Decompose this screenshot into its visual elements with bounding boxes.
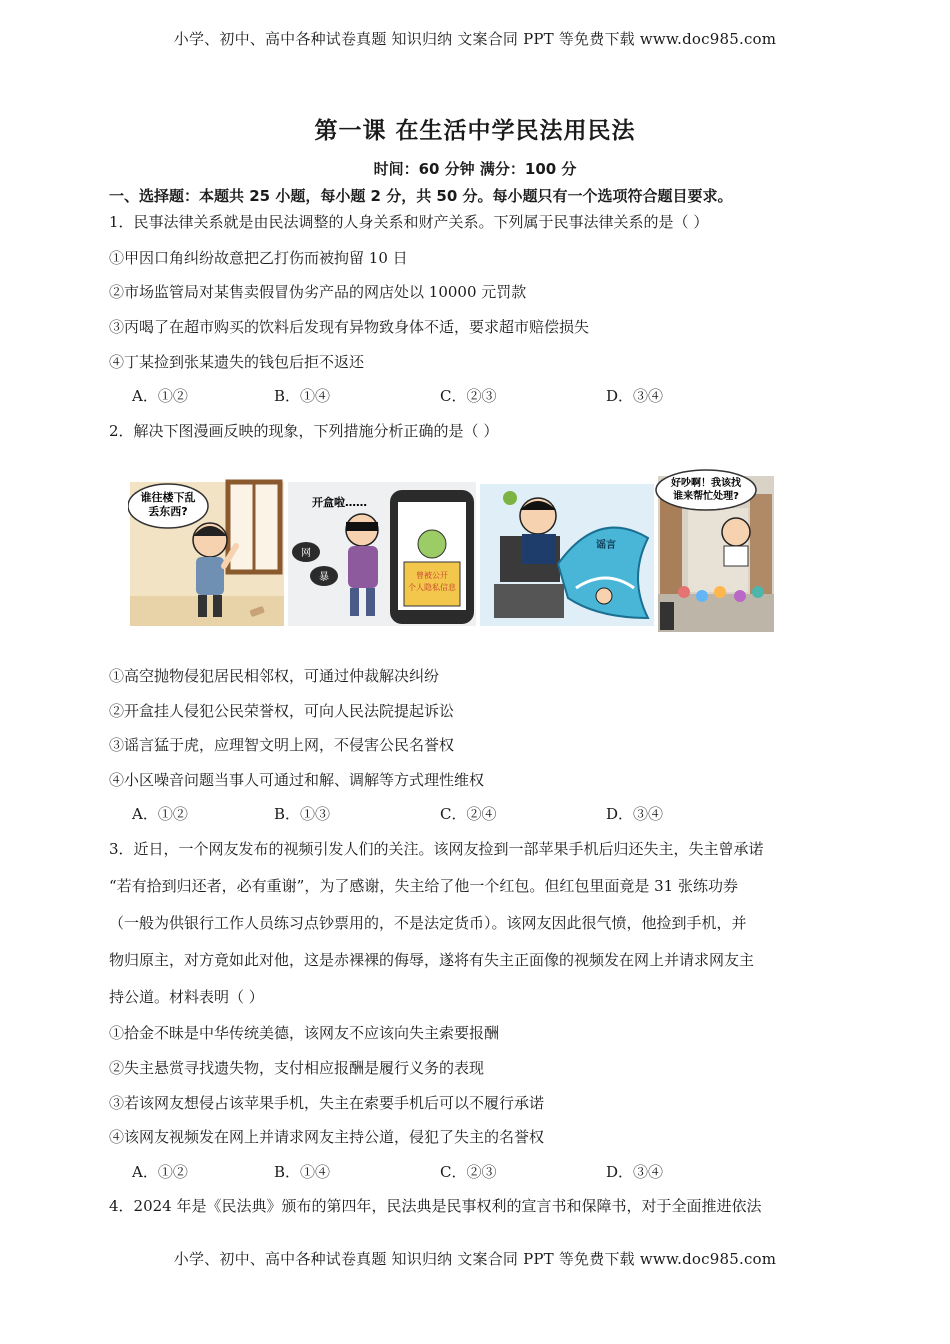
comic-tag-wang: 网 [301, 548, 311, 559]
comic-panel-noise [656, 470, 774, 632]
question-1-item-1: ①甲因口角纠纷故意把乙打伤而被拘留 10 日 [109, 249, 408, 267]
question-1-stem: 1．民事法律关系就是由民法调整的人身关系和财产关系。下列属于民事法律关系的是（ ） [109, 213, 709, 231]
question-2-item-1: ①高空抛物侵犯居民相邻权，可通过仲裁解决纠纷 [109, 667, 440, 685]
question-3-item-4: ④该网友视频发在网上并请求网友主持公道，侵犯了失主的名誉权 [109, 1128, 545, 1146]
question-1-option-a[interactable]: A．①② [132, 387, 188, 405]
question-3-stem-line-2: “若有拾到归还者，必有重谢”，为了感谢，失主给了他一个红包。但红包里面竟是 31 张练功券 [109, 877, 738, 895]
question-2-item-4: ④小区噪音问题当事人可通过和解、调解等方式理性维权 [109, 771, 485, 789]
question-3-option-d[interactable]: D．③④ [606, 1163, 664, 1181]
question-1-option-b[interactable]: B．①④ [274, 387, 331, 405]
question-2-option-a[interactable]: A．①② [132, 805, 188, 823]
question-3-option-c[interactable]: C．②③ [440, 1163, 497, 1181]
question-1-option-d[interactable]: D．③④ [606, 387, 664, 405]
question-1-option-c[interactable]: C．②③ [440, 387, 497, 405]
question-3-item-3: ③若该网友想侵占该苹果手机，失主在索要手机后可以不履行承诺 [109, 1094, 545, 1112]
comic-bubble-2: 开盒啦…… [312, 496, 367, 509]
comic-panel-doxxing [288, 482, 476, 626]
comic-bubble-3-line-2: 谁来帮忙处理? [673, 491, 739, 502]
comic-tag-bao: 暴 [319, 572, 329, 583]
page-title: 第一课 在生活中学民法用民法 [314, 118, 636, 144]
question-3-stem-line-1: 3．近日，一个网友发布的视频引发人们的关注。该网友捡到一部苹果手机后归还失主，失主曾承诺 [109, 840, 764, 858]
exam-meta: 时间：60 分钟 满分：100 分 [373, 160, 577, 178]
question-3-option-a[interactable]: A．①② [132, 1163, 188, 1181]
comic-bubble-3-line-1: 好吵啊！我该找 [671, 478, 741, 489]
question-1-item-3: ③丙喝了在超市购买的饮料后发现有异物致身体不适，要求超市赔偿损失 [109, 318, 590, 336]
question-2-item-2: ②开盒挂人侵犯公民荣誉权，可向人民法院提起诉讼 [109, 702, 455, 720]
comic-box-label-line-2: 个人隐私信息 [408, 583, 456, 592]
question-2-comic-strip [128, 468, 774, 634]
page-header: 小学、初中、高中各种试卷真题 知识归纳 文案合同 PPT 等免费下载 www.doc985.com [173, 30, 777, 48]
question-3-item-1: ①拾金不昧是中华传统美德，该网友不应该向失主索要报酬 [109, 1024, 500, 1042]
comic-bubble-1-line-1: 谁往楼下乱 [140, 491, 196, 504]
question-3-stem-line-4: 物归原主，对方竟如此对他，这是赤裸裸的侮辱，遂将有失主正面像的视频发在网上并请求网友主 [109, 951, 755, 969]
comic-panel-high-altitude-throwing [128, 482, 284, 626]
comic-box-label-line-1: 曾被公开 [416, 571, 448, 580]
question-4-stem: 4．2024 年是《民法典》颁布的第四年，民法典是民事权利的宣言书和保障书，对于全面推进依法 [109, 1197, 762, 1215]
question-1-item-2: ②市场监管局对某售卖假冒伪劣产品的网店处以 10000 元罚款 [109, 283, 527, 301]
question-2-option-c[interactable]: C．②④ [440, 805, 497, 823]
question-3-option-b[interactable]: B．①④ [274, 1163, 331, 1181]
comic-tag-rumor: 谣言 [596, 540, 616, 551]
question-1-item-4: ④丁某捡到张某遗失的钱包后拒不返还 [109, 353, 365, 371]
question-3-stem-line-3: （一般为供银行工作人员练习点钞票用的，不是法定货币）。该网友因此很气愤，他捡到手机，并 [109, 914, 747, 932]
question-3-item-2: ②失主悬赏寻找遗失物，支付相应报酬是履行义务的表现 [109, 1059, 485, 1077]
section-heading: 一、选择题：本题共 25 小题，每小题 2 分，共 50 分。每小题只有一个选项符合题目要求。 [109, 187, 733, 205]
page-footer: 小学、初中、高中各种试卷真题 知识归纳 文案合同 PPT 等免费下载 www.doc985.com [173, 1250, 777, 1268]
comic-bubble-1-line-2: 丢东西? [148, 505, 188, 518]
comic-panel-rumors [480, 484, 654, 626]
question-2-stem: 2．解决下图漫画反映的现象，下列措施分析正确的是（ ） [109, 422, 499, 440]
question-2-option-b[interactable]: B．①③ [274, 805, 331, 823]
question-3-stem-line-5: 持公道。材料表明（ ） [109, 988, 264, 1006]
question-2-option-d[interactable]: D．③④ [606, 805, 664, 823]
question-2-item-3: ③谣言猛于虎，应理智文明上网，不侵害公民名誉权 [109, 736, 455, 754]
